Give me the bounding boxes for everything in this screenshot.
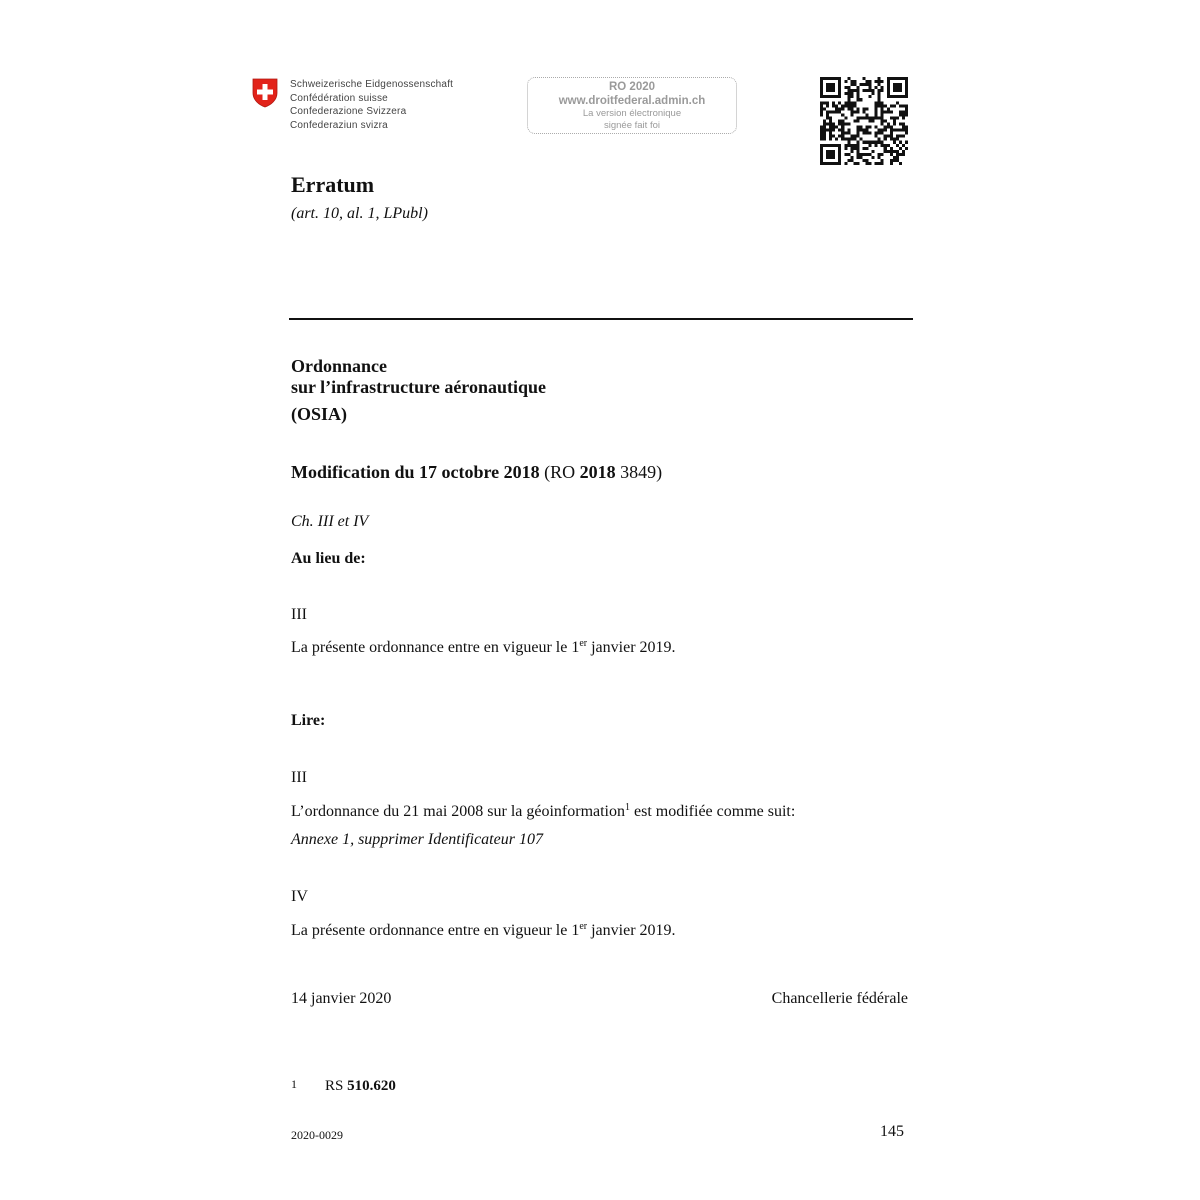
signatory: Chancellerie fédérale (771, 990, 908, 1007)
stamp-url: www.droitfederal.admin.ch (558, 95, 706, 107)
confederation-names (290, 78, 453, 132)
modification-ro-close: 3849) (615, 462, 663, 482)
stamp-note-2: signée fait foi (604, 119, 660, 131)
swiss-cross-icon (252, 78, 278, 108)
old-entry-into-force (291, 639, 676, 657)
stamp-note-1: La version électronique (582, 108, 682, 119)
stamp-ro: RO 2020 (608, 81, 656, 93)
document-number: 2020-0029 (291, 1128, 343, 1142)
entry-text-after-2: janvier 2019. (587, 922, 676, 939)
read-heading: Lire: (291, 712, 326, 729)
entry-text-before: La présente ordonnance entre en vigueur le 1 (291, 639, 580, 656)
old-section-number: III (291, 606, 307, 623)
footnote-prefix: RS (325, 1078, 348, 1094)
new-section-iv: IV (291, 888, 308, 905)
footnote-number: 1 (291, 1077, 297, 1091)
geoinformation-amendment (291, 803, 795, 821)
entry-text-sup-2: er (579, 921, 588, 932)
page-title: Erratum (291, 172, 375, 197)
footnote-rs-number: 510.620 (347, 1078, 396, 1094)
instead-of-heading: Au lieu de: (291, 550, 366, 567)
ordinance-title-line2: sur l’infrastructure aéronautique (291, 377, 546, 397)
footnote-text (325, 1078, 396, 1095)
new-entry-into-force (291, 922, 676, 940)
modification-ro-year: 2018 (579, 462, 616, 482)
qr-code-icon (820, 77, 908, 165)
publication-stamp (527, 77, 737, 134)
ordinance-title-line1: Ordonnance (291, 356, 388, 376)
new-section-iii: III (291, 769, 307, 786)
confederation-name-fr: Confédération suisse (290, 92, 388, 104)
geo-text-after: est modifiée comme suit: (630, 803, 796, 820)
entry-text-before-2: La présente ordonnance entre en vigueur le 1 (291, 922, 580, 939)
entry-text-after: janvier 2019. (587, 639, 676, 656)
signature-date: 14 janvier 2020 (291, 990, 392, 1007)
geo-text-before: L’ordonnance du 21 mai 2008 sur la géoinformation (291, 803, 625, 820)
ordinance-title (291, 356, 546, 398)
confederation-name-rm: Confederaziun svizra (290, 119, 388, 131)
ordinance-abbreviation: (OSIA) (291, 404, 348, 424)
page-number: 145 (880, 1123, 904, 1140)
confederation-name-it: Confederazione Svizzera (290, 106, 407, 117)
annex-instruction: Annexe 1, supprimer Identificateur 107 (291, 831, 543, 848)
confederation-name-de: Schweizerische Eidgenossenschaft (290, 79, 454, 90)
entry-text-sup: er (579, 638, 588, 649)
footnote-reference: 1 (625, 802, 630, 813)
divider (289, 318, 913, 320)
modification-date: Modification du 17 octobre 2018 (291, 462, 540, 482)
modification-line (291, 462, 662, 483)
modification-ro-open: (RO (539, 462, 580, 482)
chapters-reference: Ch. III et IV (291, 513, 369, 530)
legal-basis: (art. 10, al. 1, LPubl) (291, 205, 428, 222)
